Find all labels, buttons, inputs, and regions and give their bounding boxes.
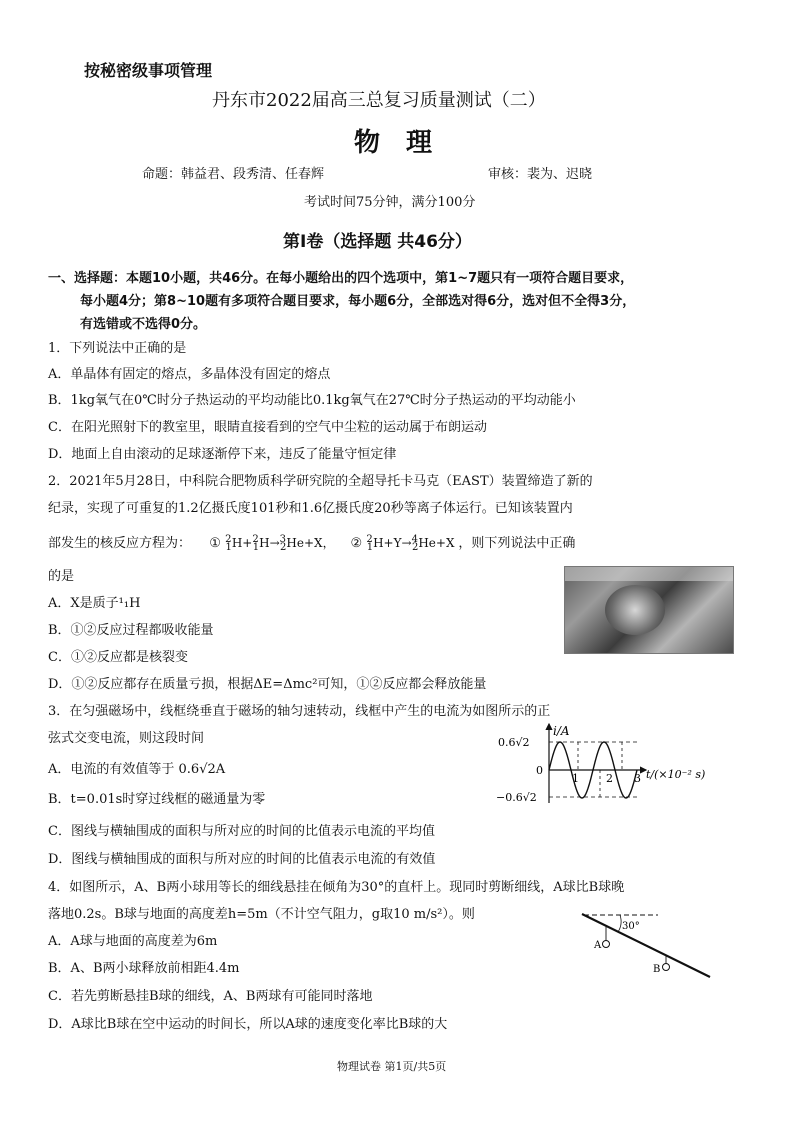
graph-ymax-label: 0.6√2 [498, 736, 530, 749]
q4-option-b: B．A、B两小球释放前相距4.4m [48, 961, 240, 976]
q2-line3 [48, 532, 575, 553]
q2-line3-suffix: ，则下列说法中正确 [458, 536, 576, 551]
graph-y-label: i/A [553, 724, 570, 738]
q2-line4: 的是 [48, 569, 75, 584]
reviewers: 审核：裴为、迟晓 [488, 167, 593, 182]
q1-option-a: A．单晶体有固定的熔点，多晶体没有固定的熔点 [48, 367, 331, 382]
ball-a [603, 941, 610, 948]
q2-line1: 2．2021年5月28日，中科院合肥物质科学研究院的全超导托卡马克（EAST）装置缔造了新的 [48, 474, 593, 489]
secret-level-label: 按秘密级事项管理 [84, 61, 213, 80]
q3-option-b: B．t=0.01s时穿过线框的磁通量为零 [48, 792, 266, 807]
q2-option-d: D．①②反应都存在质量亏损，根据ΔE=Δmc²可知，①②反应都会释放能量 [48, 677, 487, 692]
angle-label: 30° [622, 921, 640, 932]
ball-b-label: B [653, 964, 661, 975]
q4-option-a: A．A球与地面的高度差为6m [48, 934, 218, 949]
q4-option-c: C．若先剪断悬挂B球的细线，A、B两球有可能同时落地 [48, 989, 373, 1004]
q2-line2: 纪录，实现了可重复的1.2亿摄氏度101秒和1.6亿摄氏度20秒等离子体运行。已知该装置内 [48, 501, 573, 516]
graph-zero-label: 0 [536, 764, 543, 777]
q3-line1: 3．在匀强磁场中，线框绕垂直于磁场的轴匀速转动，线框中产生的电流为如图所示的正 [48, 704, 551, 719]
ball-b [663, 964, 670, 971]
q2-eq1-number: ① [209, 536, 221, 551]
graph-tick-3: 3 [634, 772, 641, 785]
graph-tick-1: 1 [572, 772, 579, 785]
section1-line1: 一、选择题：本题10小题，共46分。在每小题给出的四个选项中，第1~7题只有一项符合题目要求， [48, 271, 634, 286]
q2-eq2-number: ② [350, 536, 363, 551]
q4-line2: 落地0.2s。B球与地面的高度差h=5m（不计空气阻力，g取10 m/s²）。则 [48, 907, 475, 922]
inclined-rod-figure [580, 905, 720, 985]
q3-option-a: A．电流的有效值等于 0.6√2A [48, 762, 226, 777]
east-device-photo [564, 566, 734, 654]
part1-title: 第Ⅰ卷（选择题 共46分） [283, 232, 472, 252]
current-waveform-graph [496, 718, 718, 808]
q1-option-c: C．在阳光照射下的教室里，眼睛直接看到的空气中尘粒的运动属于布朗运动 [48, 420, 487, 435]
q2-line3-prefix: 部发生的核反应方程为： [48, 536, 192, 551]
q2-reaction-equation-1: $^2_1$H+$^2_1$H→$^3_2$He+X， [225, 534, 339, 554]
q2-option-b: B．①②反应过程都吸收能量 [48, 623, 214, 638]
exam-title: 丹东市2022届高三总复习质量测试（二） [212, 90, 546, 111]
q2-option-a: A．X是质子¹₁H [48, 596, 141, 611]
q1-option-d: D．地面上自由滚动的足球逐渐停下来，违反了能量守恒定律 [48, 447, 397, 462]
subject-title: 物 理 [354, 128, 433, 158]
q3-option-c: C．图线与横轴围成的面积与所对应的时间的比值表示电流的平均值 [48, 824, 435, 839]
q2-option-c: C．①②反应都是核裂变 [48, 650, 188, 665]
section1-line3: 有选错或不选得0分。 [80, 317, 207, 332]
angle-arc [618, 915, 621, 932]
section1-line2: 每小题4分；第8~10题有多项符合题目要求，每小题6分，全部选对得6分，选对但不全得3分， [80, 294, 636, 309]
exam-info: 考试时间75分钟，满分100分 [304, 195, 476, 210]
ball-a-label: A [594, 940, 602, 951]
q3-option-d: D．图线与横轴围成的面积与所对应的时间的比值表示电流的有效值 [48, 852, 436, 867]
q3-line2: 弦式交变电流，则这段时间 [48, 731, 205, 746]
q4-option-d: D．A球比B球在空中运动的时间长，所以A球的速度变化率比B球的大 [48, 1017, 448, 1032]
page-footer: 物理试卷 第1页/共5页 [337, 1060, 447, 1073]
q2-reaction-equation-2: $^2_1$H+Y→$^4_2$He+X [366, 534, 459, 554]
graph-x-label: t/(×10⁻² s) [646, 768, 706, 781]
q1-option-b: B．1kg氧气在0℃时分子热运动的平均动能比0.1kg氧气在27℃时分子热运动的平均动能小 [48, 393, 576, 408]
authors: 命题：韩益君、段秀清、任春辉 [142, 167, 325, 182]
q1-stem: 1．下列说法中正确的是 [48, 341, 187, 356]
graph-ymin-label: −0.6√2 [496, 791, 537, 804]
graph-tick-2: 2 [606, 772, 613, 785]
q4-line1: 4．如图所示，A、B两小球用等长的细线悬挂在倾角为30°的直杆上。现同时剪断细线，A球比B球晚 [48, 880, 625, 895]
